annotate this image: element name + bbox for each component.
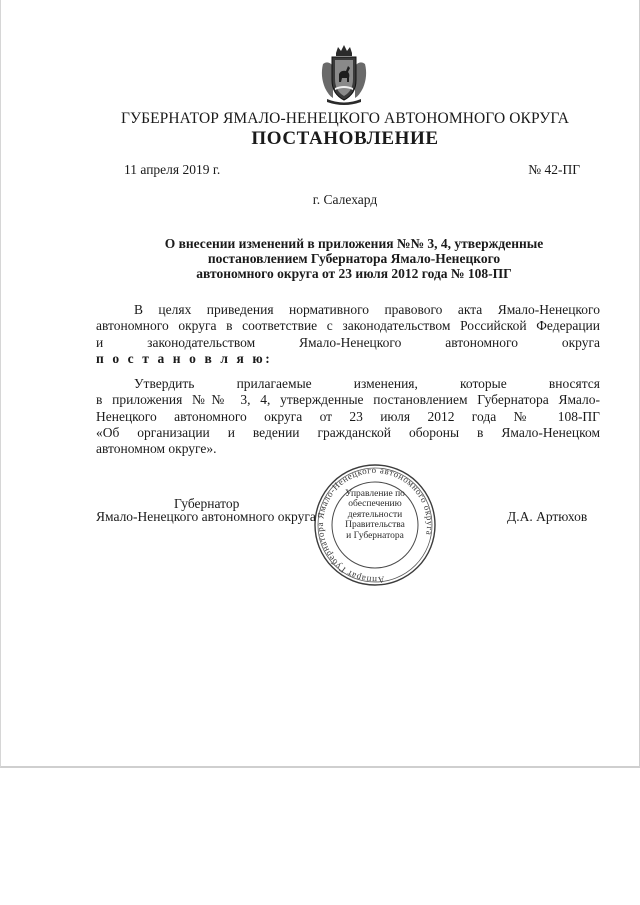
stamp-line: деятельности bbox=[347, 509, 403, 520]
paragraph-line: В целях приведения нормативного правового акта Ямало-Ненецкого bbox=[134, 302, 600, 317]
stamp-line: обеспечению bbox=[348, 499, 402, 510]
stamp-line: Управление по bbox=[345, 489, 405, 499]
paragraph-line: Утвердить прилагаемые изменения, которые вносятся bbox=[134, 376, 600, 391]
document-type-title: ПОСТАНОВЛЕНИЕ bbox=[251, 128, 439, 149]
document-number: № 42-ПГ bbox=[528, 162, 580, 177]
decree-keyword: п о с т а н о в л я ю: bbox=[96, 350, 273, 366]
issuing-authority: ГУБЕРНАТОР ЯМАЛО-НЕНЕЦКОГО АВТОНОМНОГО ОКРУГА bbox=[120, 110, 570, 127]
paragraph-line: автономного округа в соответствие с законодательством Российской Федерации bbox=[96, 318, 600, 334]
signatory-title: Губернатор bbox=[174, 496, 240, 511]
paragraph-line: автономном округе». bbox=[96, 441, 217, 457]
stamp-inner-text bbox=[335, 489, 415, 541]
paragraph-line: в приложения №№ 3, 4, утвержденные постановлением Губернатора Ямало- bbox=[96, 392, 600, 408]
stamp-line: Правительства bbox=[345, 520, 405, 531]
stamp-line: и Губернатора bbox=[346, 530, 404, 541]
operative-paragraph bbox=[96, 376, 600, 457]
subject-line: постановлением Губернатора Ямало-Ненецкого bbox=[207, 251, 501, 266]
subject-line: О внесении изменений в приложения №№ 3, 4, утвержденные bbox=[164, 236, 544, 251]
paragraph-line: «Об организации и ведении гражданской обороны в Ямало-Ненецком bbox=[96, 424, 600, 440]
document-date: 11 апреля 2019 г. bbox=[124, 162, 221, 177]
stamp-ring-text: Аппарат Губернатора Ямало-Ненецкого автономного округа bbox=[314, 464, 436, 586]
signatory-name: Д.А. Артюхов bbox=[507, 509, 588, 524]
coat-of-arms-emblem bbox=[319, 44, 369, 106]
document-city: г. Салехард bbox=[312, 192, 378, 207]
paragraph-line: Ненецкого автономного округа от 23 июля 2012 года № 108-ПГ bbox=[96, 408, 600, 424]
signatory-organization: Ямало-Ненецкого автономного округа bbox=[96, 509, 316, 524]
document-subject bbox=[124, 236, 584, 281]
preamble-paragraph bbox=[96, 302, 600, 367]
subject-line: автономного округа от 23 июля 2012 года № 108-ПГ bbox=[196, 266, 512, 281]
paragraph-line: и законодательством Ямало-Ненецкого автономного округа bbox=[96, 334, 600, 350]
